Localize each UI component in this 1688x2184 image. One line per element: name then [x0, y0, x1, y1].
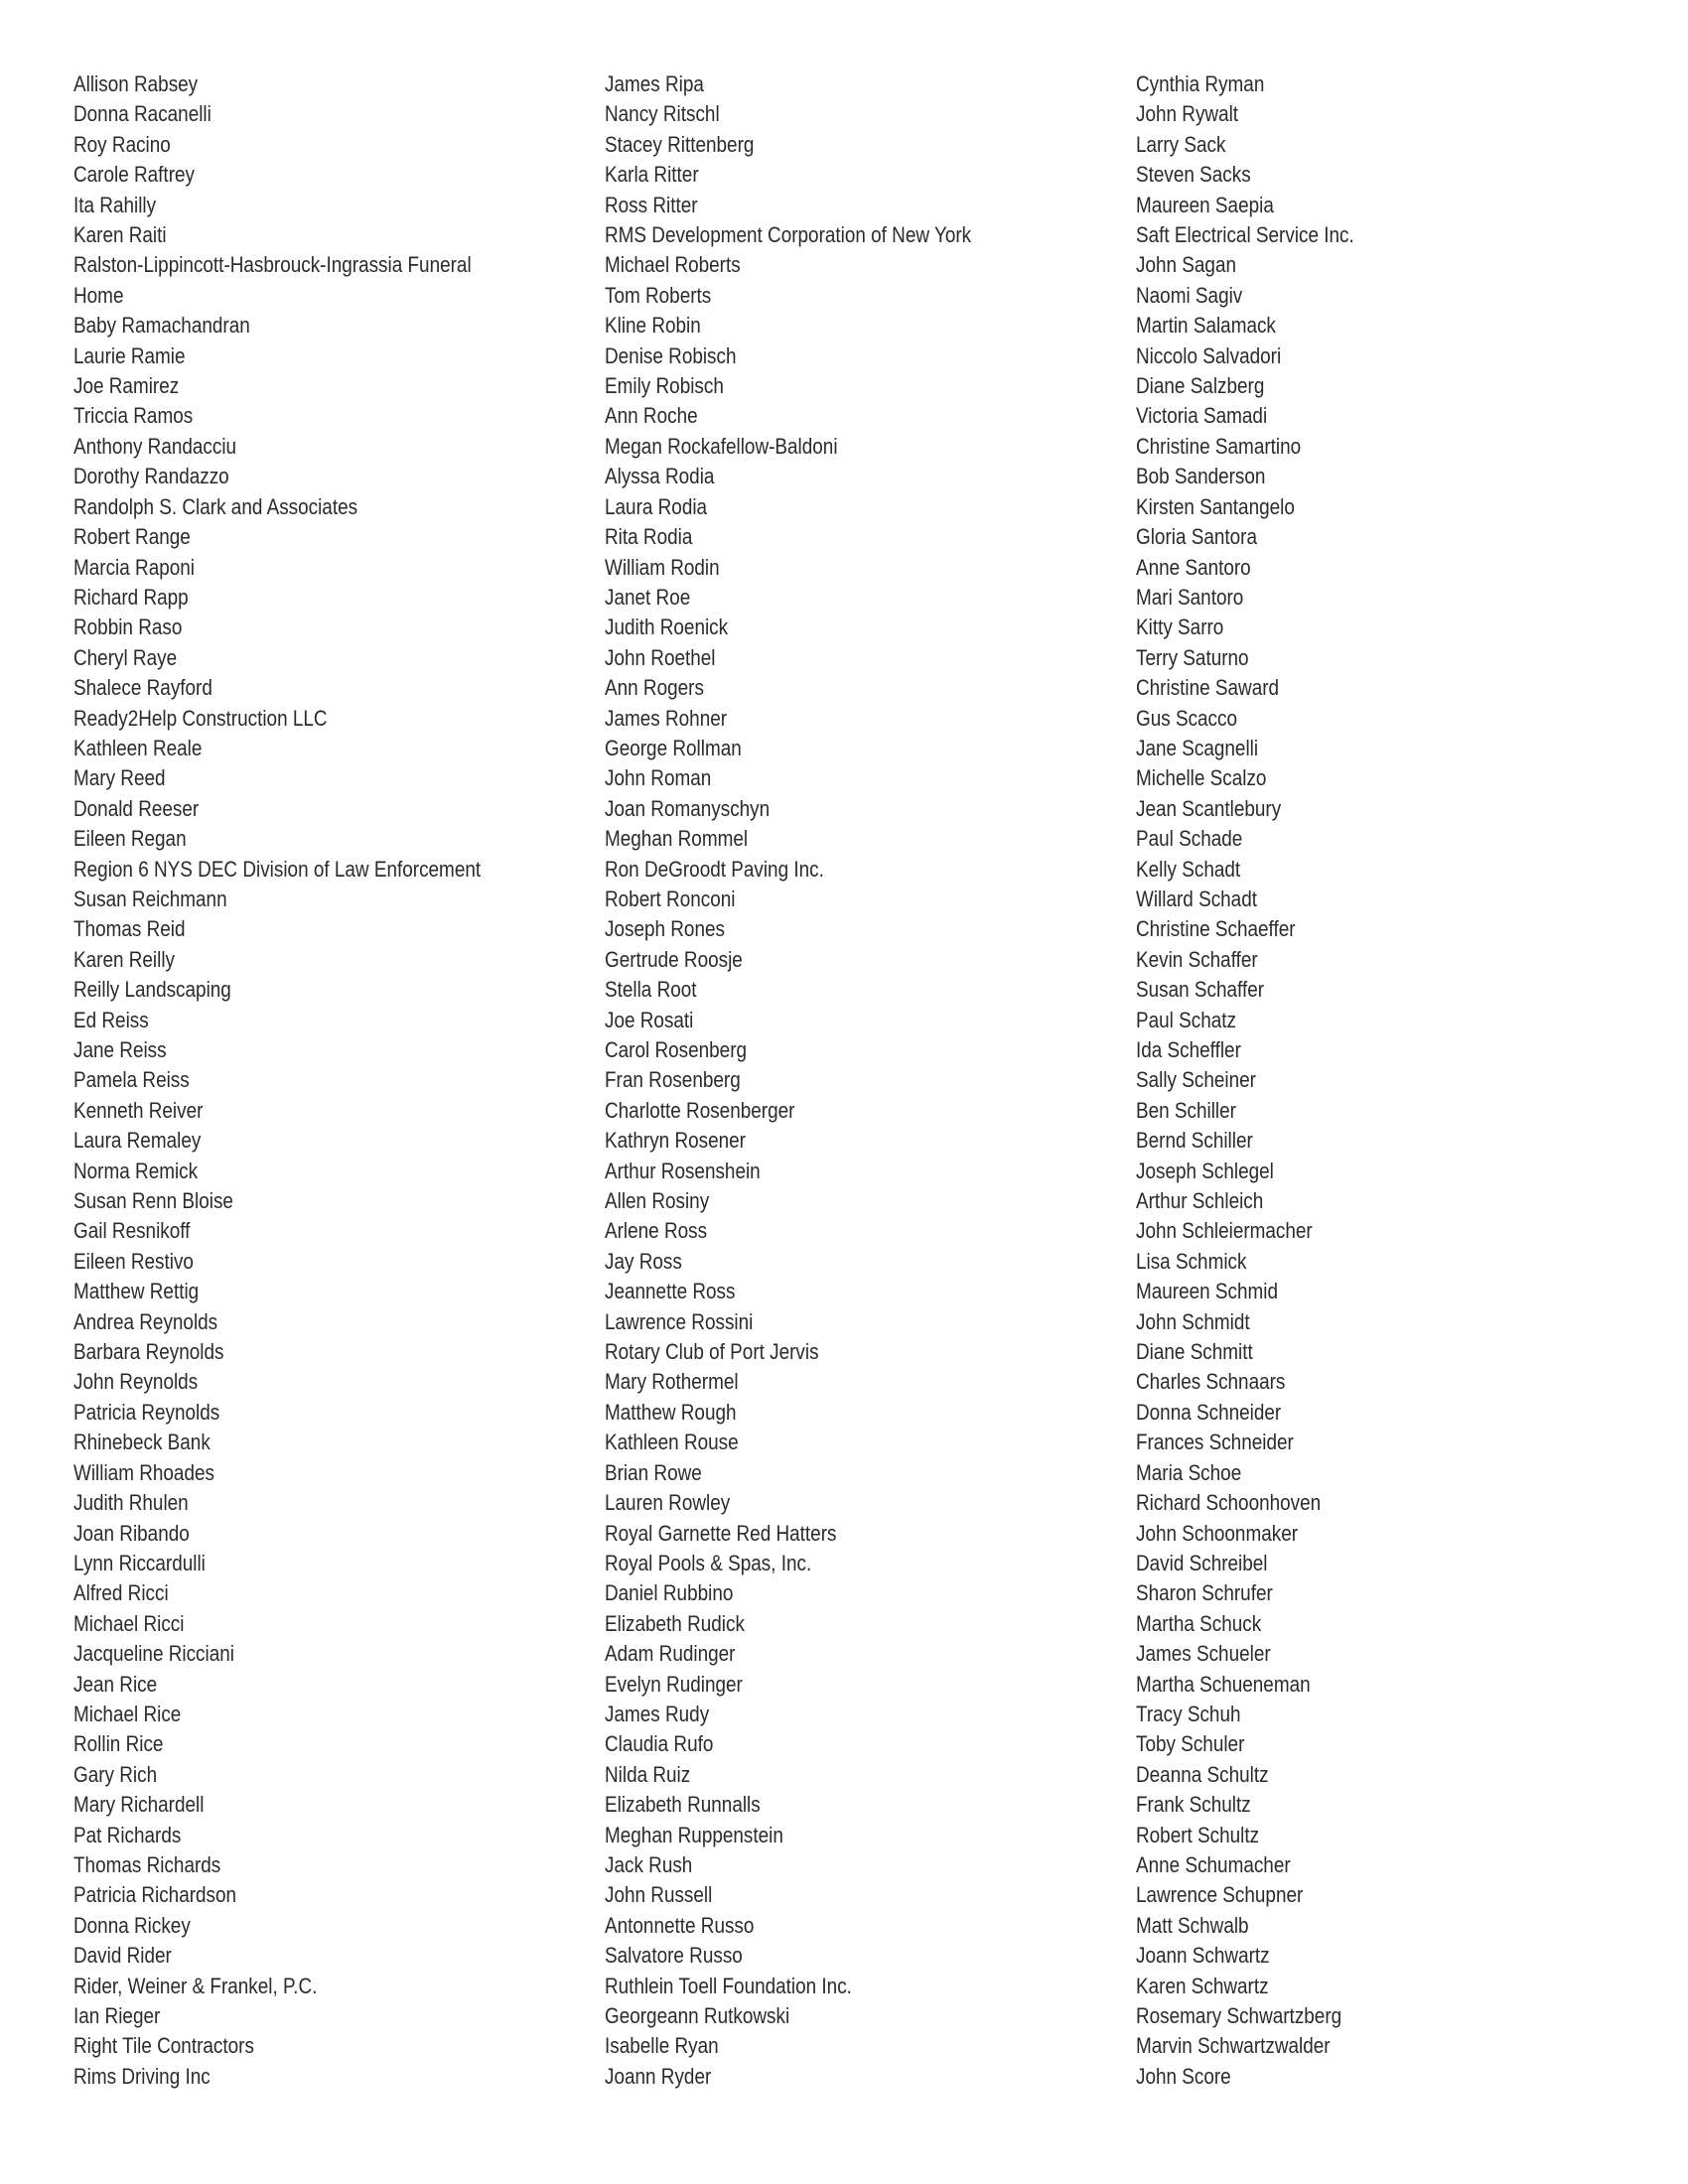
list-item: Richard Rapp: [73, 584, 189, 610]
list-item: Lawrence Schupner: [1136, 1882, 1304, 1908]
list-item: Joan Romanyschyn: [605, 795, 771, 821]
list-item: Lynn Riccardulli: [73, 1550, 206, 1575]
list-item: Mary Richardell: [73, 1792, 205, 1818]
list-item: John Sagan: [1136, 252, 1236, 278]
list-item: Ross Ritter: [605, 192, 698, 217]
list-item: Karen Raiti: [73, 222, 167, 248]
list-item: Martha Schuck: [1136, 1610, 1262, 1636]
list-item: Willard Schadt: [1136, 886, 1257, 911]
list-item: James Rohner: [605, 705, 728, 731]
list-item: Ready2Help Construction LLC: [73, 705, 328, 731]
list-item: Claudia Rufo: [605, 1731, 714, 1757]
list-item: Barbara Reynolds: [73, 1339, 224, 1365]
list-item: Karen Reilly: [73, 946, 176, 972]
list-item: Gary Rich: [73, 1761, 158, 1787]
list-item: Gloria Santora: [1136, 524, 1257, 550]
list-item: Meghan Ruppenstein: [605, 1822, 783, 1847]
list-item: Roy Racino: [73, 131, 171, 157]
list-item: Thomas Reid: [73, 916, 186, 942]
name-column-2: [605, 69, 971, 2092]
list-item: Rosemary Schwartzberg: [1136, 2003, 1342, 2028]
list-item: Kathleen Reale: [73, 735, 203, 760]
name-column-1: [73, 69, 481, 2092]
list-item: John Roethel: [605, 644, 716, 670]
list-item: Maria Schoe: [1136, 1459, 1242, 1485]
list-item: Randolph S. Clark and Associates: [73, 493, 358, 519]
list-item: Matt Schwalb: [1136, 1912, 1249, 1938]
list-item: Robert Schultz: [1136, 1822, 1260, 1847]
list-item: Martin Salamack: [1136, 313, 1276, 339]
list-item: Salvatore Russo: [605, 1943, 743, 1969]
list-item: Jacqueline Ricciani: [73, 1641, 234, 1667]
list-item: Lauren Rowley: [605, 1490, 731, 1516]
list-item: Donald Reeser: [73, 795, 200, 821]
list-item: Rita Rodia: [605, 524, 693, 550]
list-item: Kevin Schaffer: [1136, 946, 1258, 972]
list-item: Denise Robisch: [605, 342, 737, 368]
list-item: Patricia Richardson: [73, 1882, 237, 1908]
list-item: Karen Schwartz: [1136, 1973, 1269, 1998]
list-item: Pat Richards: [73, 1822, 182, 1847]
list-item: Anne Schumacher: [1136, 1851, 1291, 1877]
list-item: Steven Sacks: [1136, 162, 1251, 188]
list-item: Sally Scheiner: [1136, 1067, 1256, 1093]
list-item: Ron DeGroodt Paving Inc.: [605, 856, 824, 882]
list-item: Gertrude Roosje: [605, 946, 743, 972]
list-item: Cheryl Raye: [73, 644, 178, 670]
list-item: Ed Reiss: [73, 1007, 149, 1032]
list-item: Donna Racanelli: [73, 101, 211, 127]
list-item: John Rywalt: [1136, 101, 1239, 127]
list-item: Michael Ricci: [73, 1610, 185, 1636]
list-item: Ruthlein Toell Foundation Inc.: [605, 1973, 852, 1998]
list-item: Gus Scacco: [1136, 705, 1238, 731]
list-item: Tom Roberts: [605, 282, 712, 308]
list-item: Isabelle Ryan: [605, 2033, 719, 2059]
list-item: Donna Schneider: [1136, 1399, 1282, 1425]
list-item: Nilda Ruiz: [605, 1761, 691, 1787]
list-item: Diane Salzberg: [1136, 373, 1265, 399]
list-item: James Ripa: [605, 71, 704, 96]
list-item: Ben Schiller: [1136, 1097, 1236, 1123]
list-item: Kirsten Santangelo: [1136, 493, 1295, 519]
list-item: Joseph Rones: [605, 916, 725, 942]
list-item: James Rudy: [605, 1701, 710, 1726]
list-item: Niccolo Salvadori: [1136, 342, 1282, 368]
list-item: Victoria Samadi: [1136, 403, 1268, 429]
list-item: Judith Rhulen: [73, 1490, 189, 1516]
list-item: Susan Schaffer: [1136, 977, 1265, 1003]
list-item: Sharon Schrufer: [1136, 1580, 1273, 1606]
list-item: Joann Ryder: [605, 2063, 712, 2089]
list-item: Deanna Schultz: [1136, 1761, 1269, 1787]
list-item: John Schleiermacher: [1136, 1218, 1313, 1244]
list-item: Jane Scagnelli: [1136, 735, 1259, 760]
list-item: Susan Reichmann: [73, 886, 227, 911]
list-item: Mari Santoro: [1136, 584, 1244, 610]
list-item: Robert Range: [73, 524, 191, 550]
list-item: Right Tile Contractors: [73, 2033, 254, 2059]
list-item: Matthew Rough: [605, 1399, 737, 1425]
list-item: Ida Scheffler: [1136, 1037, 1241, 1062]
list-item: Norma Remick: [73, 1158, 199, 1183]
list-item: Michelle Scalzo: [1136, 765, 1267, 791]
list-item: David Schreibel: [1136, 1550, 1268, 1575]
list-item: Carole Raftrey: [73, 162, 195, 188]
list-item: Naomi Sagiv: [1136, 282, 1243, 308]
list-item: Matthew Rettig: [73, 1279, 200, 1304]
list-item: Royal Pools & Spas, Inc.: [605, 1550, 812, 1575]
list-item: Rims Driving Inc: [73, 2063, 211, 2089]
list-item: Andrea Reynolds: [73, 1308, 218, 1334]
list-item: Kline Robin: [605, 313, 701, 339]
list-item: John Schoonmaker: [1136, 1520, 1299, 1546]
list-item: Tracy Schuh: [1136, 1701, 1241, 1726]
list-item: Fran Rosenberg: [605, 1067, 741, 1093]
list-item: Mary Rothermel: [605, 1369, 739, 1395]
list-item: Marcia Raponi: [73, 554, 195, 580]
list-item: Maureen Saepia: [1136, 192, 1274, 217]
list-item: Brian Rowe: [605, 1459, 702, 1485]
list-item: Meghan Rommel: [605, 826, 749, 852]
list-item: Cynthia Ryman: [1136, 71, 1265, 96]
list-item: Lisa Schmick: [1136, 1248, 1247, 1274]
list-item: David Rider: [73, 1943, 172, 1969]
list-item: Arthur Rosenshein: [605, 1158, 761, 1183]
list-item: Michael Roberts: [605, 252, 741, 278]
list-item: Bob Sanderson: [1136, 464, 1266, 489]
list-item: Carol Rosenberg: [605, 1037, 748, 1062]
list-item: Allen Rosiny: [605, 1188, 710, 1214]
list-item: Patricia Reynolds: [73, 1399, 220, 1425]
list-item: Kathleen Rouse: [605, 1430, 739, 1455]
list-item: Jean Rice: [73, 1671, 158, 1697]
list-item: John Reynolds: [73, 1369, 199, 1395]
list-item: Saft Electrical Service Inc.: [1136, 222, 1354, 248]
list-item: Christine Saward: [1136, 675, 1280, 701]
list-item: Baby Ramachandran: [73, 313, 250, 339]
list-item: Stella Root: [605, 977, 697, 1003]
list-item: Reilly Landscaping: [73, 977, 231, 1003]
list-item: Kitty Sarro: [1136, 614, 1224, 640]
list-item: Jean Scantlebury: [1136, 795, 1282, 821]
list-item: Judith Roenick: [605, 614, 729, 640]
name-column-3: [1136, 69, 1354, 2092]
list-item: Joan Ribando: [73, 1520, 190, 1546]
list-item: Richard Schoonhoven: [1136, 1490, 1322, 1516]
list-item: Ita Rahilly: [73, 192, 157, 217]
list-item: Megan Rockafellow-Baldoni: [605, 433, 838, 459]
list-item: Maureen Schmid: [1136, 1279, 1279, 1304]
list-item: Jane Reiss: [73, 1037, 167, 1062]
list-item: Nancy Ritschl: [605, 101, 720, 127]
list-item: Adam Rudinger: [605, 1641, 736, 1667]
list-item: Shalece Rayford: [73, 675, 212, 701]
list-item: Larry Sack: [1136, 131, 1226, 157]
list-item: Jeannette Ross: [605, 1279, 736, 1304]
list-item: Ann Roche: [605, 403, 698, 429]
list-item: Michael Rice: [73, 1701, 182, 1726]
list-item: Martha Schueneman: [1136, 1671, 1311, 1697]
list-item: Robbin Raso: [73, 614, 183, 640]
list-item: Jay Ross: [605, 1248, 682, 1274]
list-item: Daniel Rubbino: [605, 1580, 734, 1606]
list-item: Stacey Rittenberg: [605, 131, 755, 157]
list-item: Lawrence Rossini: [605, 1308, 754, 1334]
list-item: Evelyn Rudinger: [605, 1671, 743, 1697]
list-item: Diane Schmitt: [1136, 1339, 1253, 1365]
list-item: RMS Development Corporation of New York: [605, 222, 972, 248]
list-item: Bernd Schiller: [1136, 1128, 1253, 1154]
list-item: Joseph Schlegel: [1136, 1158, 1274, 1183]
list-item: Rider, Weiner & Frankel, P.C.: [73, 1973, 318, 1998]
list-item: Georgeann Rutkowski: [605, 2003, 790, 2028]
list-item: Alyssa Rodia: [605, 464, 715, 489]
list-item: Karla Ritter: [605, 162, 699, 188]
list-item: Ralston-Lippincott-Hasbrouck-Ingrassia Funeral: [73, 252, 472, 278]
list-item: Laura Remaley: [73, 1128, 202, 1154]
list-item: Triccia Ramos: [73, 403, 194, 429]
list-item: John Roman: [605, 765, 712, 791]
list-item: Janet Roe: [605, 584, 691, 610]
list-item: Ann Rogers: [605, 675, 704, 701]
list-item: Home: [73, 282, 124, 308]
list-item: Kelly Schadt: [1136, 856, 1241, 882]
list-item: John Russell: [605, 1882, 713, 1908]
list-item: Elizabeth Rudick: [605, 1610, 745, 1636]
list-item: Joe Rosati: [605, 1007, 694, 1032]
list-item: James Schueler: [1136, 1641, 1271, 1667]
list-item: Rollin Rice: [73, 1731, 164, 1757]
list-item: Robert Ronconi: [605, 886, 736, 911]
list-item: Region 6 NYS DEC Division of Law Enforcement: [73, 856, 482, 882]
list-item: Joann Schwartz: [1136, 1943, 1270, 1969]
list-item: Marvin Schwartzwalder: [1136, 2033, 1331, 2059]
list-item: Donna Rickey: [73, 1912, 191, 1938]
list-item: Ian Rieger: [73, 2003, 161, 2028]
list-item: Elizabeth Runnalls: [605, 1792, 761, 1818]
list-item: Jack Rush: [605, 1851, 693, 1877]
list-item: Christine Schaeffer: [1136, 916, 1296, 942]
list-item: Eileen Regan: [73, 826, 187, 852]
list-item: Frank Schultz: [1136, 1792, 1251, 1818]
list-item: Arlene Ross: [605, 1218, 708, 1244]
list-item: Thomas Richards: [73, 1851, 221, 1877]
list-item: Paul Schatz: [1136, 1007, 1236, 1032]
list-item: Anne Santoro: [1136, 554, 1251, 580]
list-item: Laurie Ramie: [73, 342, 186, 368]
list-item: Christine Samartino: [1136, 433, 1302, 459]
list-item: John Score: [1136, 2063, 1231, 2089]
list-item: Eileen Restivo: [73, 1248, 194, 1274]
list-item: William Rhoades: [73, 1459, 214, 1485]
list-item: Susan Renn Bloise: [73, 1188, 233, 1214]
list-item: Antonnette Russo: [605, 1912, 755, 1938]
list-item: Emily Robisch: [605, 373, 724, 399]
list-item: Joe Ramirez: [73, 373, 180, 399]
list-item: Paul Schade: [1136, 826, 1243, 852]
list-item: Charles Schnaars: [1136, 1369, 1286, 1395]
list-item: Mary Reed: [73, 765, 166, 791]
list-item: John Schmidt: [1136, 1308, 1250, 1334]
list-item: Alfred Ricci: [73, 1580, 169, 1606]
list-item: Terry Saturno: [1136, 644, 1249, 670]
list-item: Anthony Randacciu: [73, 433, 237, 459]
list-item: Allison Rabsey: [73, 71, 199, 96]
list-item: Arthur Schleich: [1136, 1188, 1264, 1214]
list-item: George Rollman: [605, 735, 742, 760]
list-item: Dorothy Randazzo: [73, 464, 229, 489]
list-item: Pamela Reiss: [73, 1067, 190, 1093]
list-item: Laura Rodia: [605, 493, 708, 519]
list-item: Gail Resnikoff: [73, 1218, 191, 1244]
list-item: Royal Garnette Red Hatters: [605, 1520, 837, 1546]
list-item: Toby Schuler: [1136, 1731, 1245, 1757]
list-item: Rotary Club of Port Jervis: [605, 1339, 819, 1365]
list-item: Kenneth Reiver: [73, 1097, 204, 1123]
list-item: William Rodin: [605, 554, 720, 580]
list-item: Kathryn Rosener: [605, 1128, 746, 1154]
list-item: Charlotte Rosenberger: [605, 1097, 795, 1123]
list-item: Rhinebeck Bank: [73, 1430, 211, 1455]
list-item: Frances Schneider: [1136, 1430, 1294, 1455]
